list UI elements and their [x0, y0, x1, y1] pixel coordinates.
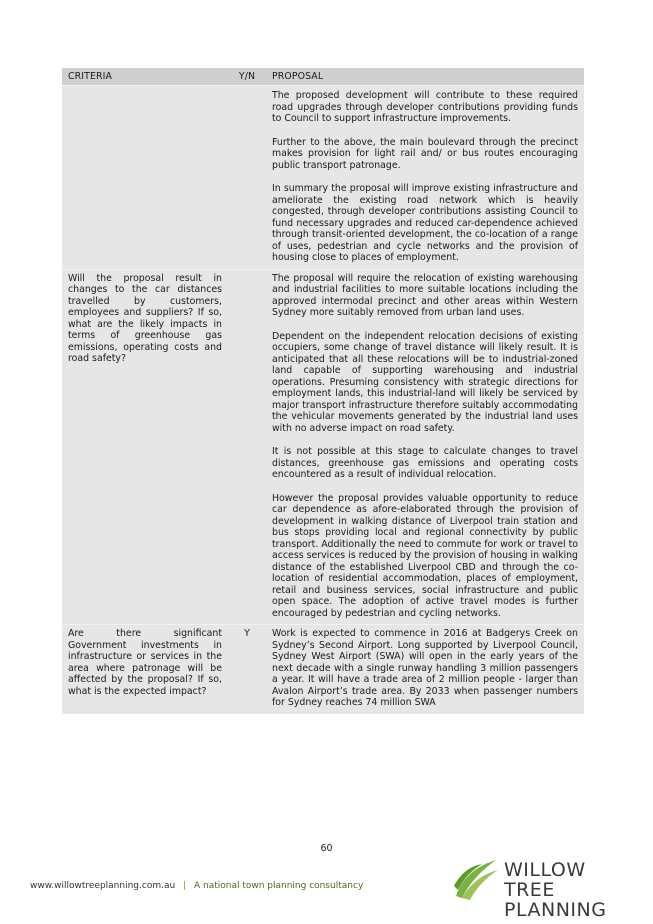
proposal-paragraph: The proposed development will contribute to these required road upgrades through developer contributions providing funds to Council to support infrastructure improvements.	[272, 90, 578, 124]
criteria-cell	[62, 86, 228, 269]
proposal-paragraph: Work is expected to commence in 2016 at Badgerys Creek on Sydney’s Second Airport. Long supported by Liverpool Council, Sydney West Airport (SWA) will open in the early years of the next decade with a single runway handling 3 million passengers a year. It will have a trade area of 2 million people - larger than Avalon Airport’s trade area. By 2033 when passenger numbers for Sydney reaches 74 million SWA	[272, 628, 578, 708]
criteria-cell: Will the proposal result in changes to the car distances travelled by customers, employees and suppliers? If so, what are the likely impacts in terms of greenhouse gas emissions, operating costs and road safety?	[68, 272, 222, 364]
proposal-cell	[266, 625, 584, 714]
footer-website-link[interactable]: www.willowtreeplanning.com.au	[30, 881, 176, 891]
table-header	[62, 68, 584, 85]
proposal-paragraph: In summary the proposal will improve existing infrastructure and ameliorate the existing road network which is heavily congested, through developer contributions assisting Council to fund necessary upgrades and reduced car-dependence achieved through transit-oriented development, the co-location of a range of uses, pedestrian and cycle networks and the provision of housing close to places of employment.	[272, 183, 578, 263]
proposal-paragraph: Dependent on the independent relocation decisions of existing occupiers, some change of travel distance will likely result. It is anticipated that all these relocations will be to industrial-zoned land capable of supporting warehousing and industrial operations. Presuming consistency with strategic directions for employment lands, this industrial-land will likely be serviced by major transport infrastructure therefore suitably accommodating the vehicular movements generated by the industrial land uses with no adverse impact on road safety.	[272, 330, 578, 434]
header-yn: Y/N	[238, 70, 256, 82]
table-row	[62, 624, 584, 714]
yn-cell: Y	[244, 628, 250, 639]
proposal-paragraph: Further to the above, the main boulevard through the precinct makes provision for light rail and/ or bus routes encouraging public transport patronage.	[272, 136, 578, 171]
proposal-cell	[266, 270, 584, 625]
table-row	[62, 85, 584, 269]
logo-line-1: WILLOW TREE	[504, 859, 586, 901]
logo-wordmark	[504, 860, 627, 920]
logo-line-2: PLANNING	[504, 899, 607, 921]
header-proposal: PROPOSAL	[272, 70, 324, 82]
header-criteria: CRITERIA	[68, 70, 112, 82]
proposal-paragraph: The proposal will require the relocation of existing warehousing and industrial facilities to more suitable locations including the approved intermodal precinct and other areas within Western Sydney more suitably removed from urban land uses.	[272, 272, 578, 318]
footer	[30, 881, 363, 891]
proposal-paragraph: It is not possible at this stage to calculate changes to travel distances, greenhouse gas emissions and operating costs encountered as a result of individual relocation.	[272, 446, 578, 480]
willow-leaf-icon	[452, 856, 502, 900]
proposal-cell	[266, 86, 584, 269]
yn-cell	[228, 86, 266, 269]
criteria-table	[62, 68, 584, 714]
proposal-paragraph: However the proposal provides valuable opportunity to reduce car dependence as afore-elaborated through the provision of development in walking distance of Liverpool train station and bus stops providing local and regional connectivity by public transport. Additionally the need to commute for work or travel to access services is reduced by the provision of housing in walking distance of the established Liverpool CBD and through the co-location of residential accommodation, places of employment, retail and business services, social infrastructure and public open space. The adoption of active travel modes is further encouraged by pedestrian and cycling networks.	[272, 492, 578, 619]
footer-separator: |	[183, 881, 187, 891]
table-row	[62, 269, 584, 625]
page-number: 60	[320, 843, 333, 854]
criteria-cell: Are there significant Government investments in infrastructure or services in the area where patronage will be affected by the proposal? If so, what is the expected impact?	[68, 628, 222, 697]
footer-tagline: A national town planning consultancy	[193, 881, 364, 891]
willow-tree-logo	[452, 854, 627, 921]
yn-cell	[228, 270, 266, 625]
